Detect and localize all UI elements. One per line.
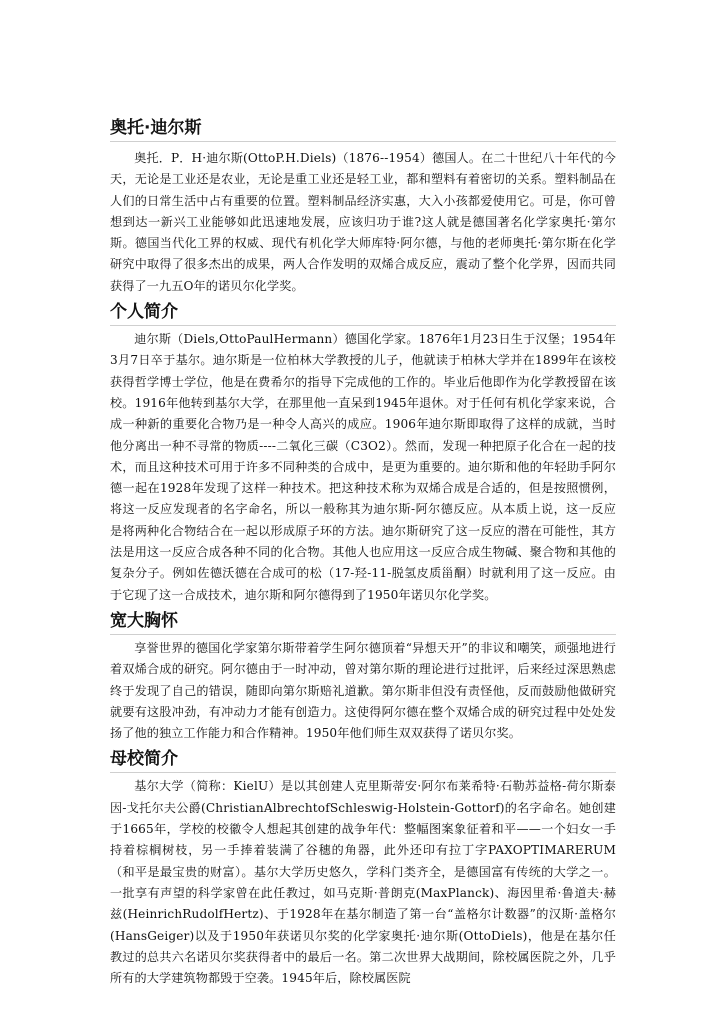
- intro-paragraph: 奥托．P．H·迪尔斯(OttoP.H.Diels)（1876--1954）德国人。在二十世纪八十年代的今天，无论是工业还是农业，无论是重工业还是轻工业，都和塑料有着密切的关系。塑料制品在人们的日常生活中占有重要的位置。塑料制品经济实惠，大入小孩都爱使用它。可是，你可曾想到达一新兴工业能够如此迅速地发展，应该归功于谁?这人就是德国著名化学家奥托·第尔斯。德国当代化工界的权威、现代有机化学大师库特·阿尔德，与他的老师奥托·第尔斯在化学研究中取得了很多杰出的成果，两人合作发明的双烯合成反应，震动了整个化学界，因而共同获得了一九五O年的诺贝尔化学奖。: [110, 151, 616, 293]
- section-title-broad-mind: 宽大胸怀: [110, 611, 616, 635]
- article-body: [110, 118, 616, 994]
- section-title-otto-diels: 奥托·迪尔斯: [110, 118, 616, 142]
- biography-paragraph: 迪尔斯（Diels,OttoPaulHermann）德国化学家。1876年1月23日生于汉堡；1954年3月7日卒于基尔。迪尔斯是一位柏林大学教授的儿子，他就读于柏林大学并在1899年在该校获得哲学博士学位，他是在费希尔的指导下完成他的工作的。毕业后他即作为化学教授留在该校。1916年他转到基尔大学，在那里他一直呆到1945年退休。对于任何有机化学家来说，合成一种新的重要化合物乃是一种令人高兴的成应。1906年迪尔斯即取得了这样的成就，当时他分离出一种不寻常的物质----二氧化三碳（C3O2）。然而，发现一种把原子化合在一起的技术，而且这种技术可用于许多不同种类的合成中，是更为重要的。迪尔斯和他的年轻助手阿尔德一起在1928年发现了这样一种技术。把这种技术称为双烯合成是合适的，但是按照惯例，将这一反应发现者的名字命名，所以一般称其为迪尔斯-阿尔德反应。从本质上说，这一反应是将两种化合物结合在一起以形成原子环的方法。迪尔斯研究了这一反应的潜在可能性，其方法是用这一反应合成各种不同的化合物。其他人也应用这一反应合成生物碱、聚合物和其他的复杂分子。例如佐德沃德在合成可的松（17-羟-11-脱氢皮质甾酮）时就利用了这一反应。由于它现了这一合成技术，迪尔斯和阿尔德得到了1950年诺贝尔化学奖。: [110, 332, 616, 602]
- broad-mind-paragraph: 享誉世界的德国化学家第尔斯带着学生阿尔德顶着“异想天开”的非议和嘲笑，顽强地进行着双烯合成的研究。阿尔德由于一时冲动，曾对第尔斯的理论进行过批评，后来经过深思熟虑终于发现了自己的错误，随即向第尔斯赔礼道歉。第尔斯非但没有责怪他，反而鼓励他做研究就要有这股冲劲，有冲动力才能有创造力。这使得阿尔德在整个双烯合成的研究过程中处处发扬了他的独立工作能力和合作精神。1950年他们师生双双获得了诺贝尔奖。: [110, 640, 616, 741]
- section-title-alma-mater: 母校简介: [110, 749, 616, 773]
- alma-mater-paragraph: 基尔大学（简称：KielU）是以其创建人克里斯蒂安·阿尔布莱希特·石勒苏益格-荷尔斯泰因-戈托尔夫公爵(ChristianAlbrechtofSchleswig-Holstein-Gottorf)的名字命名。她创建于1665年，学校的校徽令人想起其创建的战争年代：整幅图案象征着和平——一个妇女一手持着棕榈树枝，另一手捧着装满了谷穗的角器，此外还印有拉丁字PAXOPTIMARERUM（和平是最宝贵的财富）。基尔大学历史悠久，学科门类齐全，是德国富有传统的大学之一。一批享有声望的科学家曾在此任教过，如马克斯·普朗克(MaxPlanck)、海因里希·鲁道夫·赫兹(HeinrichRudolfHertz)、于1928年在基尔制造了第一台“盖格尔计数器”的汉斯·盖格尔(HansGeiger)以及于1950年获诺贝尔奖的化学家奥托·迪尔斯(OttoDiels)，他是在基尔任教过的总共六名诺贝尔奖获得者中的最后一名。第二次世界大战期间，除校属医院之外，几乎所有的大学建筑物都毁于空袭。1945年后，除校属医院: [110, 779, 616, 986]
- section-title-biography: 个人简介: [110, 302, 616, 326]
